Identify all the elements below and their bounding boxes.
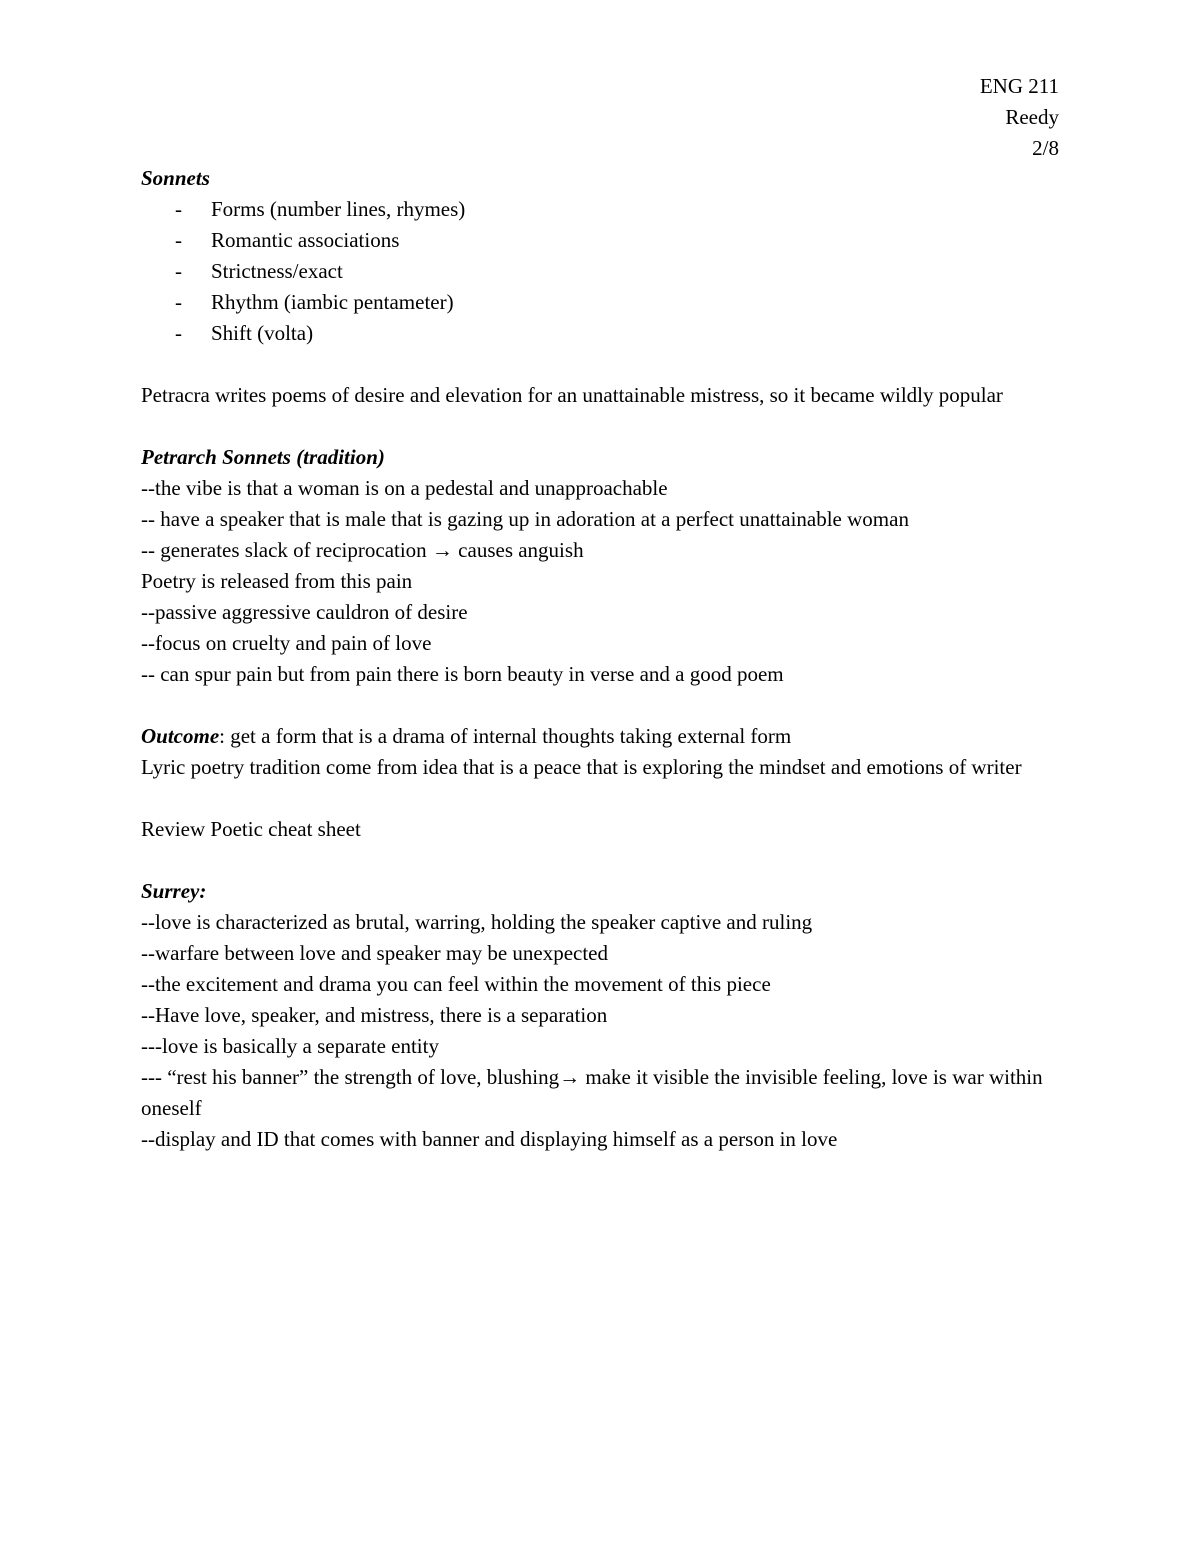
- spacer: [141, 783, 1059, 814]
- dash-bullet: -: [175, 290, 182, 314]
- note-line: -- generates slack of reciprocation → causes anguish: [141, 538, 584, 562]
- document-header: [980, 71, 1059, 164]
- outcome-label: Outcome: [141, 724, 220, 748]
- note-line: -- have a speaker that is male that is gazing up in adoration at a perfect unattainable woman: [141, 507, 909, 531]
- list-item: - Rhythm (iambic pentameter): [141, 287, 1059, 318]
- petrarch-heading: Petrarch Sonnets (tradition): [141, 445, 385, 469]
- spacer: [141, 845, 1059, 876]
- outcome-text: : get a form that is a drama of internal thoughts taking external form: [219, 724, 792, 748]
- list-item: - Shift (volta): [141, 318, 1059, 349]
- list-item: - Romantic associations: [141, 225, 1059, 256]
- dash-bullet: -: [175, 321, 182, 345]
- note-line: --- “rest his banner” the strength of love, blushing→ make it visible the invisible feeling, love is war within oneself: [141, 1065, 1043, 1120]
- note-line: ---love is basically a separate entity: [141, 1034, 439, 1058]
- list-item: - Strictness/exact: [141, 256, 1059, 287]
- note-line: --display and ID that comes with banner and displaying himself as a person in love: [141, 1127, 838, 1151]
- spacer: [141, 411, 1059, 442]
- note-line: Poetry is released from this pain: [141, 569, 413, 593]
- note-line: --focus on cruelty and pain of love: [141, 631, 432, 655]
- dash-bullet: -: [175, 197, 182, 221]
- dash-bullet: -: [175, 259, 182, 283]
- spacer: [141, 690, 1059, 721]
- note-date: 2/8: [1032, 136, 1059, 160]
- note-line: --Have love, speaker, and mistress, there is a separation: [141, 1003, 608, 1027]
- course-code: ENG 211: [979, 74, 1059, 98]
- note-line: --warfare between love and speaker may be unexpected: [141, 941, 609, 965]
- note-line: --the excitement and drama you can feel within the movement of this piece: [141, 972, 771, 996]
- sonnets-list: [141, 194, 1059, 349]
- outcome-line: [141, 721, 1059, 752]
- note-line: -- can spur pain but from pain there is born beauty in verse and a good poem: [141, 662, 784, 686]
- review-line: Review Poetic cheat sheet: [141, 817, 361, 841]
- note-line: --passive aggressive cauldron of desire: [141, 600, 468, 624]
- surrey-heading: Surrey:: [141, 879, 207, 903]
- dash-bullet: -: [175, 228, 182, 252]
- instructor-name: Reedy: [1005, 105, 1059, 129]
- list-item: - Forms (number lines, rhymes): [141, 194, 1059, 225]
- note-line: --the vibe is that a woman is on a pedestal and unapproachable: [141, 476, 668, 500]
- lyric-paragraph: Lyric poetry tradition come from idea that is a peace that is exploring the mindset and emotions of writer: [141, 755, 1022, 779]
- spacer: [141, 349, 1059, 380]
- petrarch-intro-paragraph: Petracra writes poems of desire and elevation for an unattainable mistress, so it became wildly popular: [141, 383, 1003, 407]
- note-line: --love is characterized as brutal, warring, holding the speaker captive and ruling: [141, 910, 813, 934]
- document-body: [141, 163, 1059, 1155]
- sonnets-heading: Sonnets: [141, 166, 210, 190]
